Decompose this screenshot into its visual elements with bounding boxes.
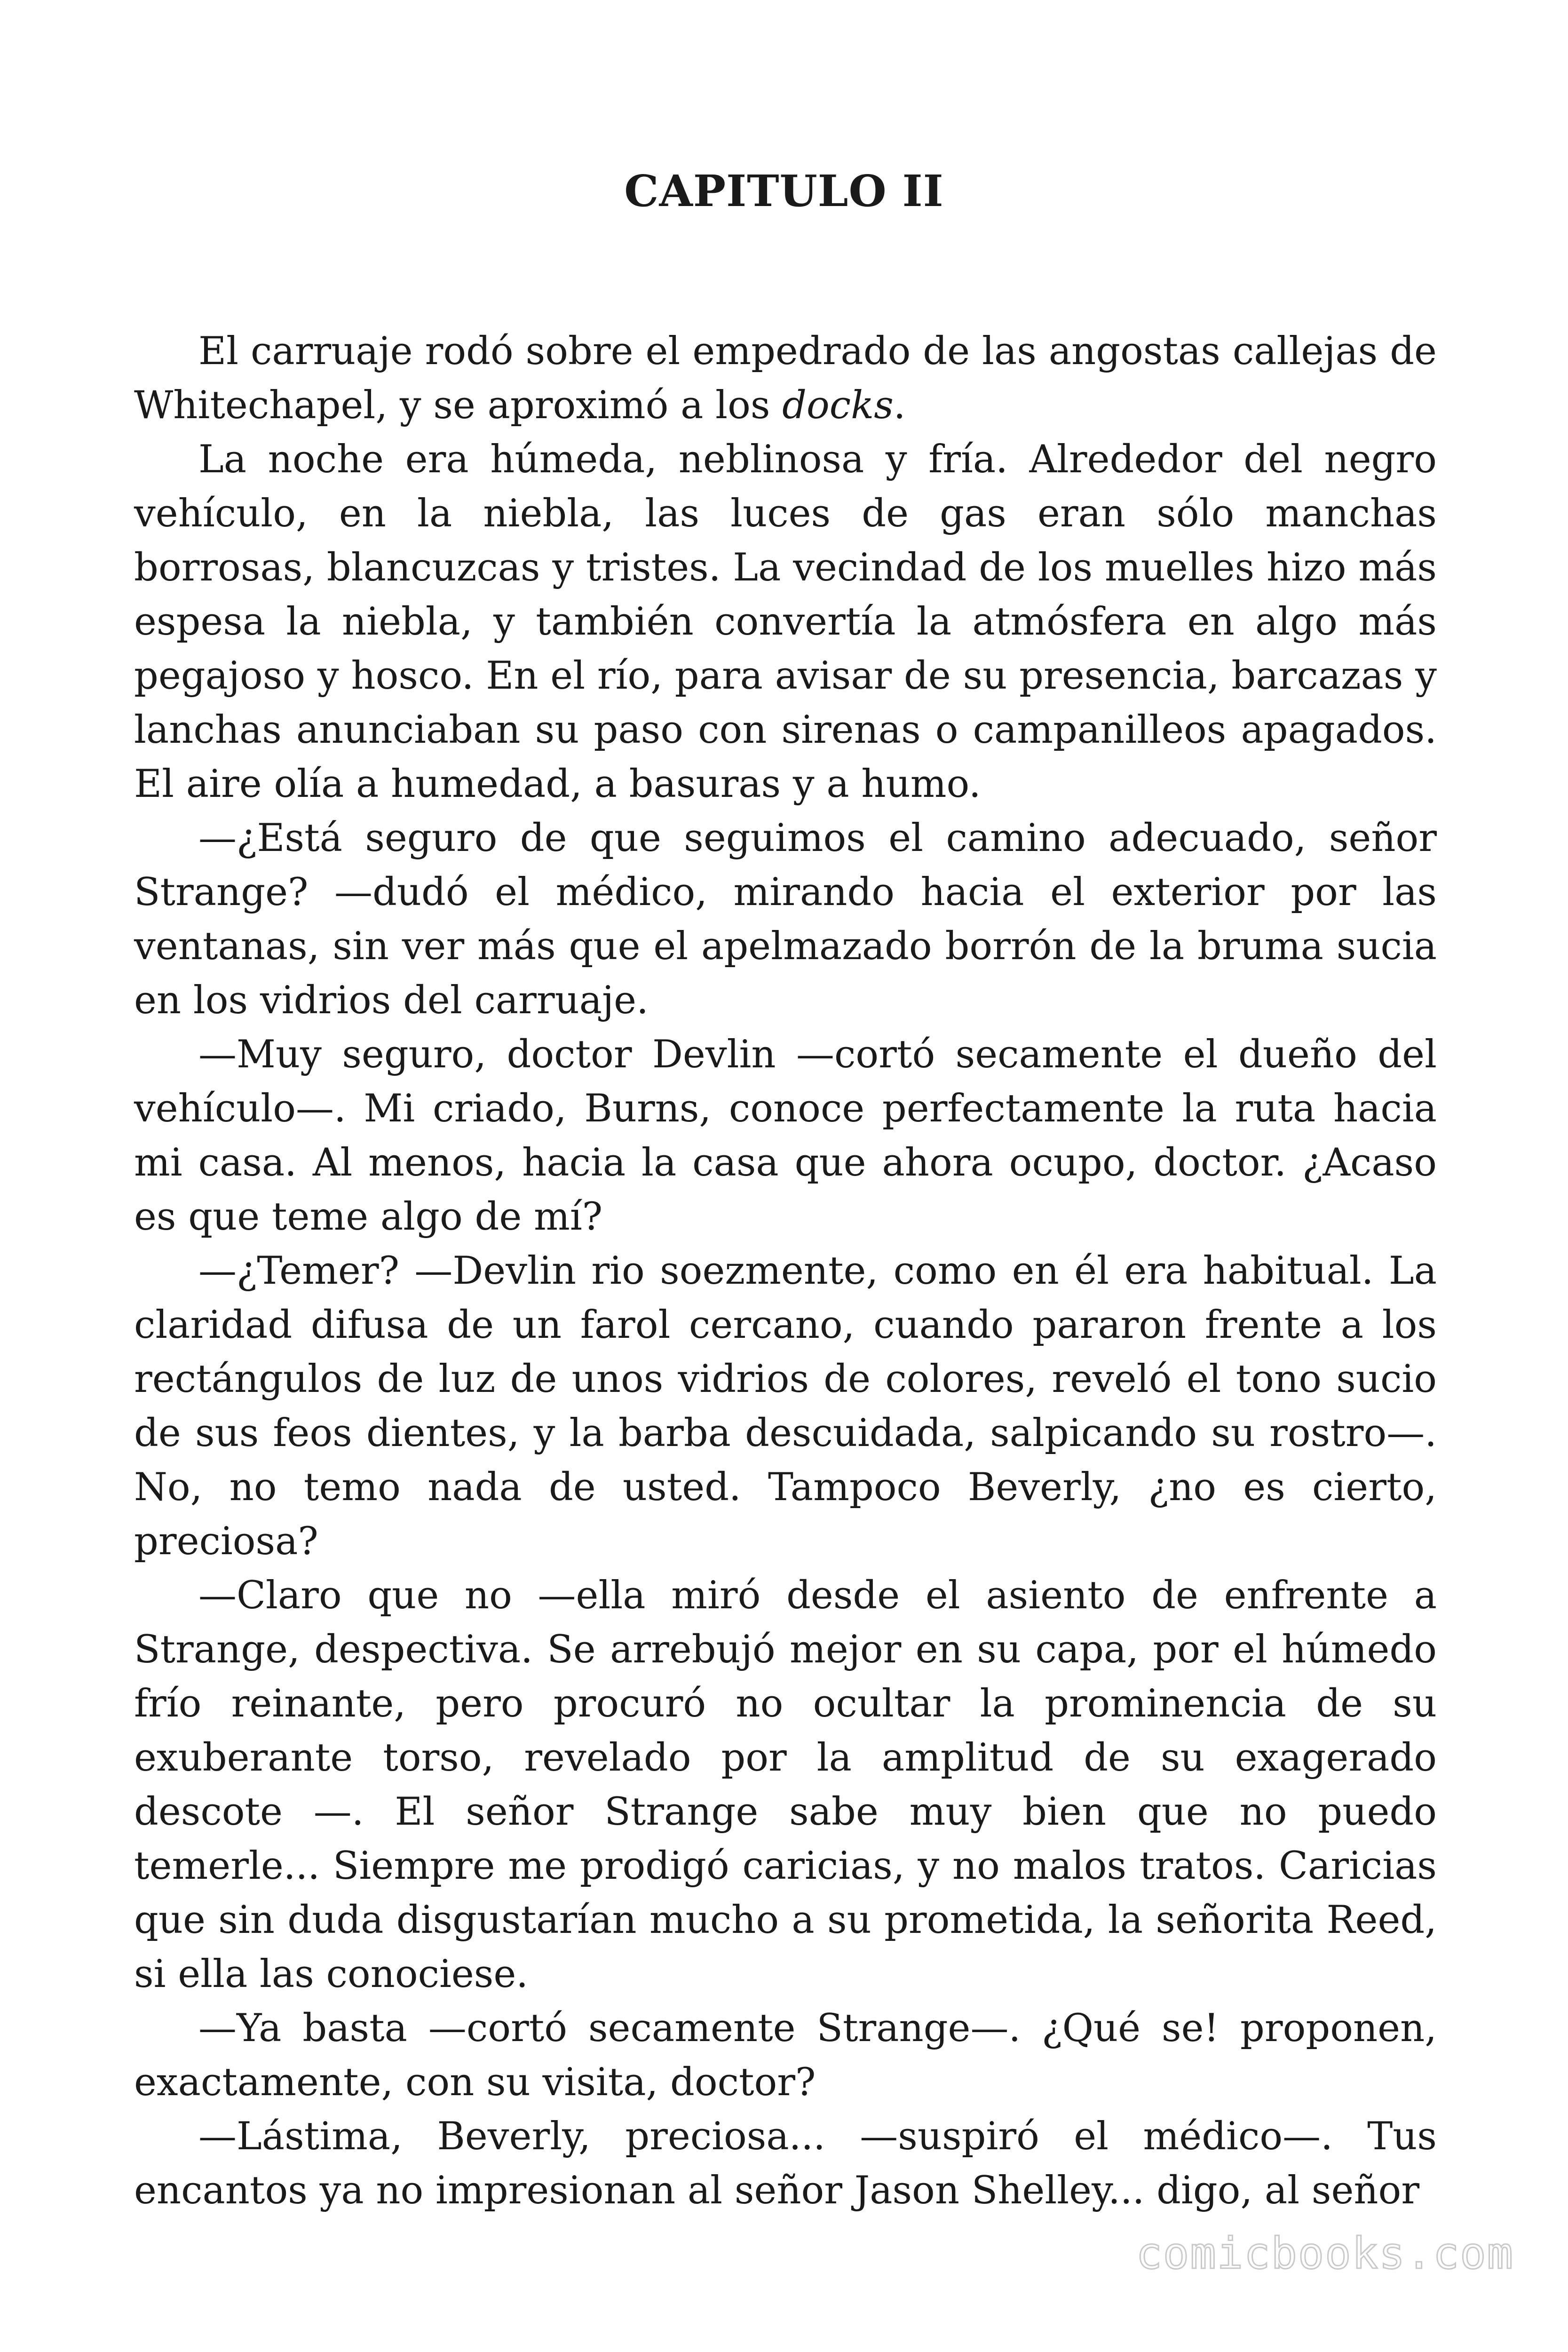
paragraph: —Muy seguro, doctor Devlin —cortó secamente el dueño del vehículo—. Mi criado, Burns, conoce perfectamente la ruta hacia mi casa. Al menos, hacia la casa que ahora ocupo, doctor. ¿Acaso es que teme algo de mí? [134, 1033, 1437, 1239]
chapter-title: CAPITULO II [624, 166, 944, 216]
paragraph: —Ya basta —cortó secamente Strange—. ¿Qué se! proponen, exactamente, con su visita, doctor? [134, 2006, 1437, 2105]
paragraph-text: . [893, 383, 906, 428]
paragraph: La noche era húmeda, neblinosa y fría. Alrededor del negro vehículo, en la niebla, las luces de gas eran sólo manchas borrosas, blancuzcas y tristes. La vecindad de los muelles hizo más espesa la niebla, y también convertía la atmósfera en algo más pegajoso y hosco. En el río, para avisar de su presencia, barcazas y lanchas anunciaban su paso con sirenas o campanilleos apagados. El aire olía a humedad, a basuras y a humo. [134, 437, 1437, 806]
paragraph: —Lástima, Beverly, preciosa... —suspiró el médico—. Tus encantos ya no impresionan al señor Jason Shelley... digo, al señor [134, 2114, 1437, 2213]
chapter-body [134, 325, 1437, 2218]
watermark: comicbooks.com [1136, 2228, 1514, 2279]
paragraph-text: El carruaje rodó sobre el empedrado de las angostas callejas de Whitechapel, y se aproximó a los [134, 329, 1437, 428]
paragraph: —¿Temer? —Devlin rio soezmente, como en él era habitual. La claridad difusa de un farol cercano, cuando pararon frente a los rectángulos de luz de unos vidrios de colores, reveló el tono sucio de sus feos dientes, y la barba descuidada, salpicando su rostro—. No, no temo nada de usted. Tampoco Beverly, ¿no es cierto, preciosa? [134, 1249, 1437, 1564]
paragraph: —¿Está seguro de que seguimos el camino adecuado, señor Strange? —dudó el médico, mirando hacia el exterior por las ventanas, sin ver más que el apelmazado borrón de la bruma sucia en los vidrios del carruaje. [134, 816, 1437, 1023]
paragraph: —Claro que no —ella miró desde el asiento de enfrente a Strange, despectiva. Se arrebujó mejor en su capa, por el húmedo frío reinante, pero procuró no ocultar la prominencia de su exuberante torso, revelado por la amplitud de su exagerado descote —. El señor Strange sabe muy bien que no puedo temerle... Siempre me prodigó caricias, y no malos tratos. Caricias que sin duda disgustarían mucho a su prometida, la señorita Reed, si ella las conociese. [134, 1573, 1437, 1996]
emphasized-word: docks [782, 383, 894, 428]
paragraph [134, 325, 1437, 433]
